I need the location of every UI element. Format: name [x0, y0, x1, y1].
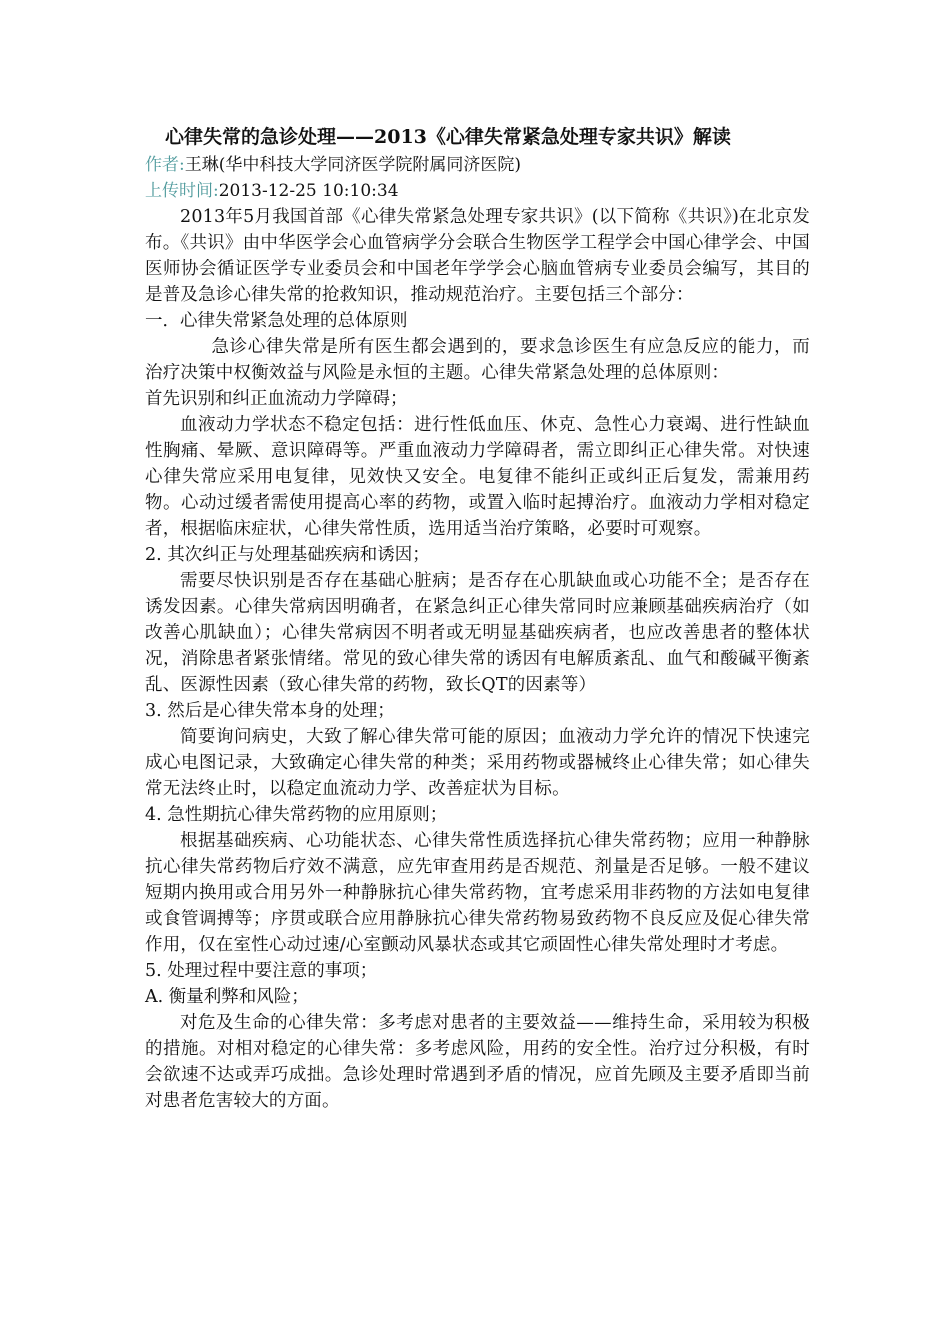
document-title: 心律失常的急诊处理——2013《心律失常紧急处理专家共识》解读	[165, 126, 731, 148]
section1-paragraph: 急诊心律失常是所有医生都会遇到的，要求急诊医生有应急反应的能力，而治疗决策中权衡效益与风险是永恒的主题。心律失常紧急处理的总体原则：	[145, 337, 810, 383]
item2-paragraph: 需要尽快识别是否存在基础心脏病；是否存在心肌缺血或心功能不全；是否存在诱发因素。心律失常病因明确者，在紧急纠正心律失常同时应兼顾基础疾病治疗（如改善心肌缺血）；心律失常病因不明者或无明显基础疾病者，也应改善患者的整体状况，消除患者紧张情绪。常见的致心律失常的诱因有电解质紊乱、血气和酸碱平衡紊乱、医源性因素（致心律失常的药物，致长QT的因素等）	[145, 571, 810, 695]
item2-heading: 2. 其次纠正与处理基础疾病和诱因；	[145, 545, 430, 565]
upload-time-value: 2013-12-25 10:10:34	[218, 181, 399, 201]
item3-heading: 3. 然后是心律失常本身的处理；	[145, 701, 395, 721]
item3-paragraph: 简要询问病史，大致了解心律失常可能的原因；血液动力学允许的情况下快速完成心电图记录，大致确定心律失常的种类；采用药物或器械终止心律失常；如心律失常无法终止时，以稳定血流动力学、改善症状为目标。	[145, 727, 810, 799]
intro-paragraph: 2013年5月我国首部《心律失常紧急处理专家共识》(以下简称《共识》)在北京发布。《共识》由中华医学会心血管病学分会联合生物医学工程学会中国心律学会、中国医师协会循证医学专业委员会和中国老年学学会心脑血管病专业委员会编写，其目的是普及急诊心律失常的抢救知识，推动规范治疗。主要包括三个部分：	[145, 207, 810, 305]
author-value: 王琳(华中科技大学同济医学院附属同济医院)	[184, 155, 521, 175]
upload-time-line	[145, 178, 810, 204]
item1-paragraph: 血液动力学状态不稳定包括：进行性低血压、休克、急性心力衰竭、进行性缺血性胸痛、晕厥、意识障碍等。严重血液动力学障碍者，需立即纠正心律失常。对快速心律失常应采用电复律，见效快又安全。电复律不能纠正或纠正后复发，需兼用药物。心动过缓者需使用提高心率的药物，或置入临时起搏治疗。血液动力学相对稳定者，根据临床症状，心律失常性质，选用适当治疗策略，必要时可观察。	[145, 415, 810, 539]
item4-paragraph: 根据基础疾病、心功能状态、心律失常性质选择抗心律失常药物；应用一种静脉抗心律失常药物后疗效不满意，应先审查用药是否规范、剂量是否足够。一般不建议短期内换用或合用另外一种静脉抗心律失常药物，宜考虑采用非药物的方法如电复律或食管调搏等；序贯或联合应用静脉抗心律失常药物易致药物不良反应及促心律失常作用，仅在室性心动过速/心室颤动风暴状态或其它顽固性心律失常处理时才考虑。	[145, 831, 810, 955]
section1-heading: 一．心律失常紧急处理的总体原则	[145, 311, 408, 331]
author-label: 作者:	[145, 155, 185, 175]
item5-heading: 5. 处理过程中要注意的事项；	[145, 961, 378, 981]
author-line	[145, 152, 810, 178]
item4-heading: 4. 急性期抗心律失常药物的应用原则；	[145, 805, 448, 825]
upload-time-label: 上传时间:	[145, 181, 219, 201]
itemA-paragraph: 对危及生命的心律失常：多考虑对患者的主要效益——维持生命，采用较为积极的措施。对相对稳定的心律失常：多考虑风险，用药的安全性。治疗过分积极，有时会欲速不达或弄巧成拙。急诊处理时常遇到矛盾的情况，应首先顾及主要矛盾即当前对患者危害较大的方面。	[145, 1013, 810, 1111]
document-page	[145, 122, 810, 1114]
item1-heading: 首先识别和纠正血流动力学障碍；	[145, 389, 408, 409]
itemA-heading: A. 衡量利弊和风险；	[145, 987, 309, 1007]
